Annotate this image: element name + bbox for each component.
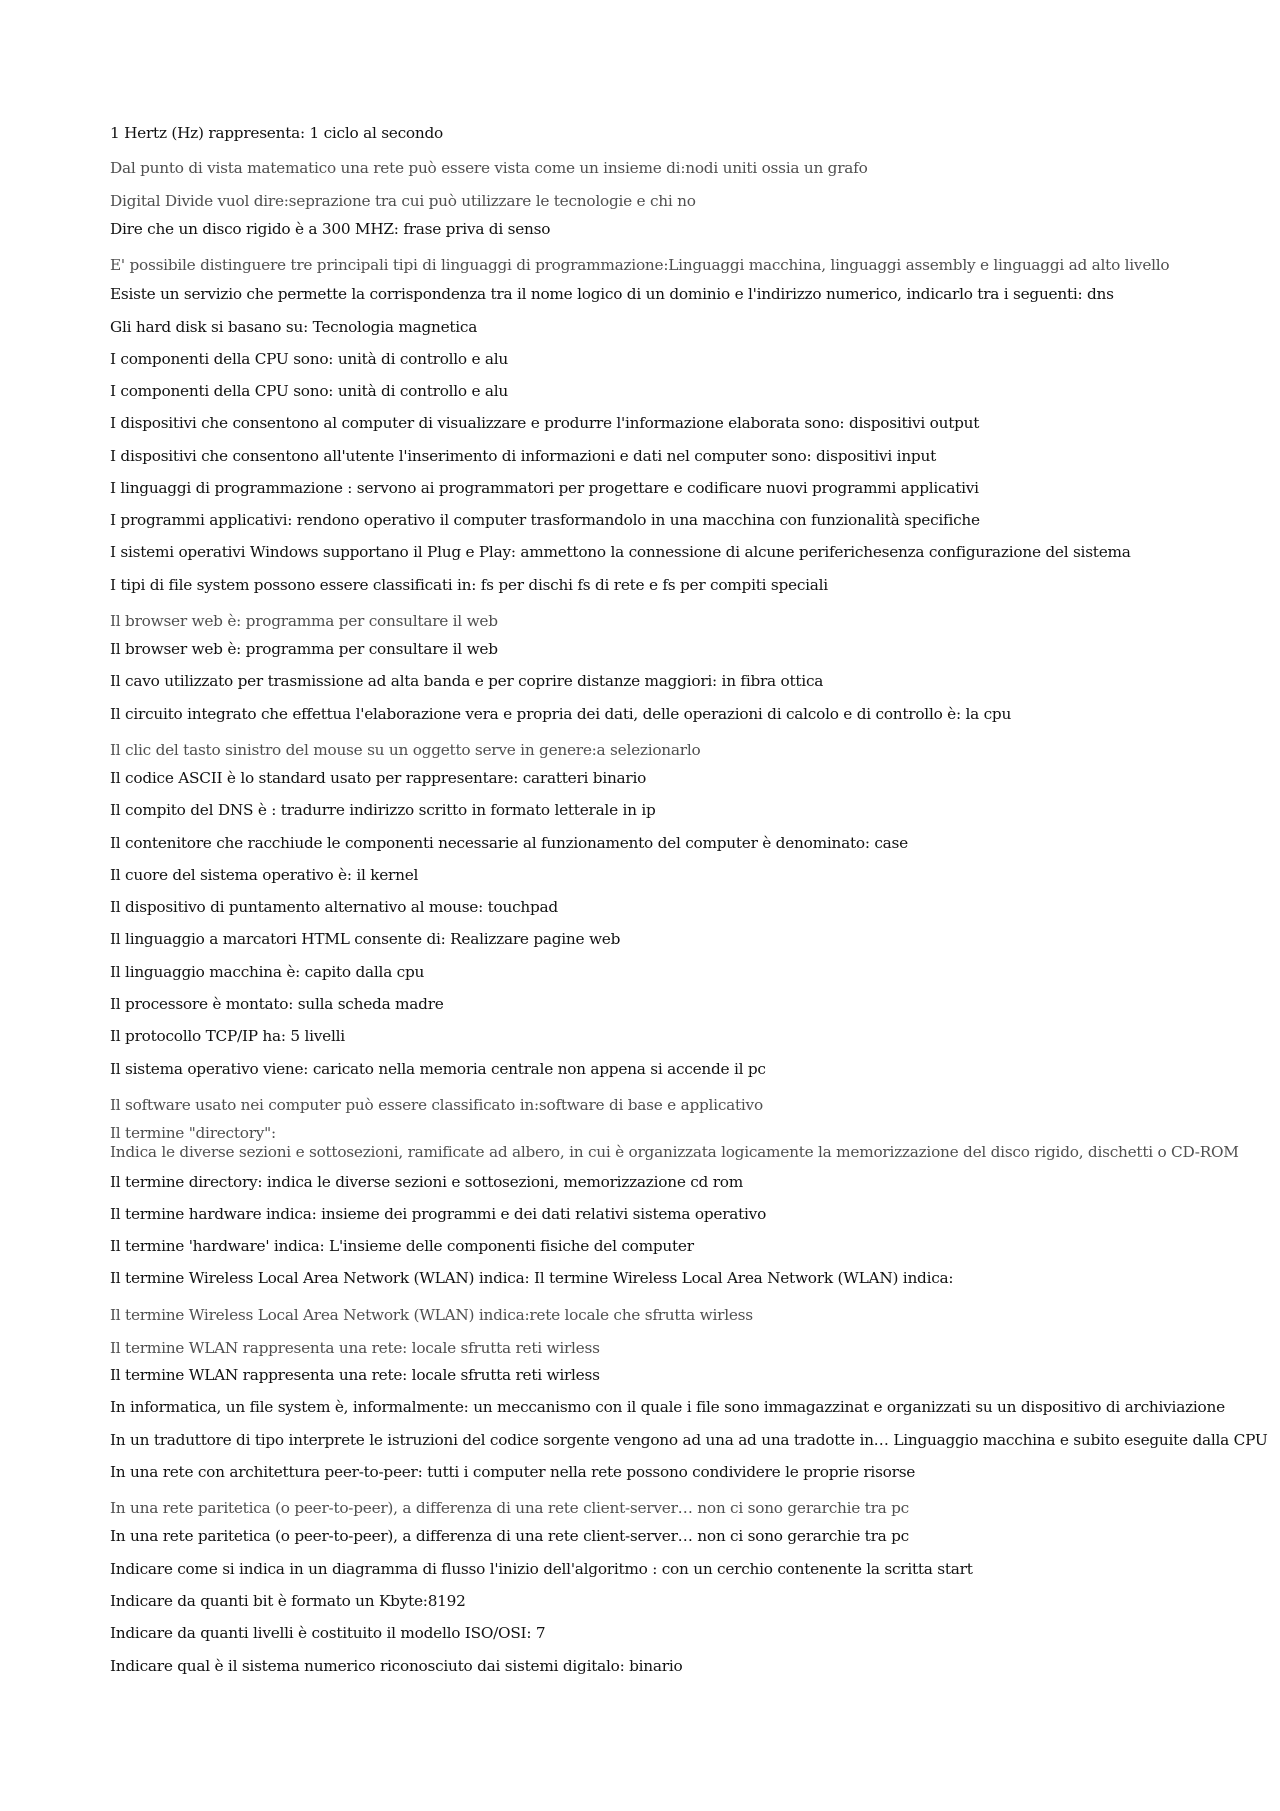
text-line: Il codice ASCII è lo standard usato per rappresentare: caratteri binario [110,769,647,787]
text-line: Dal punto di vista matematico una rete può essere vista come un insieme di:nodi uniti ossia un grafo [110,159,868,177]
text-line: Il contenitore che racchiude le componenti necessarie al funzionamento del computer è denominato: case [110,834,908,852]
text-line: Il termine hardware indica: insieme dei programmi e dei dati relativi sistema operativo [110,1205,767,1223]
text-line: I dispositivi che consentono al computer di visualizzare e produrre l'informazione elaborata sono: dispositivi output [110,414,980,432]
text-line: Gli hard disk si basano su: Tecnologia magnetica [110,318,478,336]
text-line: Il termine Wireless Local Area Network (WLAN) indica:rete locale che sfrutta wirless [110,1306,753,1324]
text-line: Il termine WLAN rappresenta una rete: locale sfrutta reti wirless [110,1339,600,1357]
text-line: In una rete paritetica (o peer-to-peer), a differenza di una rete client-server… non ci sono gerarchie tra pc [110,1527,909,1545]
text-line: In informatica, un file system è, informalmente: un meccanismo con il quale i file sono immagazzinat e organizzati su un dispositivo di archiviazione [110,1398,1225,1416]
text-line: Esiste un servizio che permette la corrispondenza tra il nome logico di un dominio e l'indirizzo numerico, indicarlo tra i seguenti: dns [110,285,1114,303]
text-line: Il software usato nei computer può essere classificato in:software di base e applicativo [110,1096,763,1114]
text-line: Il browser web è: programma per consultare il web [110,612,498,630]
text-line: Il termine Wireless Local Area Network (WLAN) indica: Il termine Wireless Local Area Network (WLAN) indica: [110,1269,954,1287]
text-line: In un traduttore di tipo interprete le istruzioni del codice sorgente vengono ad una ad una tradotte in… Linguaggio macchina e subito eseguite dalla CPU [110,1431,1268,1449]
text-line: Il linguaggio macchina è: capito dalla cpu [110,963,425,981]
text-line: I tipi di file system possono essere classificati in: fs per dischi fs di rete e fs per compiti speciali [110,576,828,594]
text-line: Il clic del tasto sinistro del mouse su un oggetto serve in genere:a selezionarlo [110,741,701,759]
text-line: Il processore è montato: sulla scheda madre [110,995,444,1013]
text-line: 1 Hertz (Hz) rappresenta: 1 ciclo al secondo [110,124,443,142]
text-line: Indicare qual è il sistema numerico riconosciuto dai sistemi digitalo: binario [110,1657,683,1675]
text-line: I componenti della CPU sono: unità di controllo e alu [110,382,509,400]
text-line: Digital Divide vuol dire:seprazione tra cui può utilizzare le tecnologie e chi no [110,192,696,210]
text-line: I linguaggi di programmazione : servono ai programmatori per progettare e codificare nuovi programmi applicativi [110,479,979,497]
text-line: Il compito del DNS è : tradurre indirizzo scritto in formato letterale in ip [110,801,656,819]
text-line: Il dispositivo di puntamento alternativo al mouse: touchpad [110,898,558,916]
text-line: In una rete con architettura peer-to-peer: tutti i computer nella rete possono condividere le proprie risorse [110,1463,916,1481]
text-line: I componenti della CPU sono: unità di controllo e alu [110,350,509,368]
text-line: I programmi applicativi: rendono operativo il computer trasformandolo in una macchina con funzionalità specifiche [110,511,980,529]
text-line: Dire che un disco rigido è a 300 MHZ: frase priva di senso [110,220,551,238]
text-line: Il termine "directory": [110,1124,276,1142]
text-line: Indica le diverse sezioni e sottosezioni, ramificate ad albero, in cui è organizzata logicamente la memorizzazione del disco rigido, dischetti o CD-ROM [110,1143,1239,1161]
text-line: Indicare da quanti livelli è costituito il modello ISO/OSI: 7 [110,1624,546,1642]
text-line: Il termine 'hardware' indica: L'insieme delle componenti fisiche del computer [110,1237,694,1255]
text-line: Il circuito integrato che effettua l'elaborazione vera e propria dei dati, delle operazioni di calcolo e di controllo è: la cpu [110,705,1012,723]
text-line: Il cavo utilizzato per trasmissione ad alta banda e per coprire distanze maggiori: in fibra ottica [110,672,824,690]
text-line: I sistemi operativi Windows supportano il Plug e Play: ammettono la connessione di alcune periferichesenza configurazione del sistema [110,543,1131,561]
text-line: I dispositivi che consentono all'utente l'inserimento di informazioni e dati nel computer sono: dispositivi input [110,447,936,465]
text-line: Indicare come si indica in un diagramma di flusso l'inizio dell'algoritmo : con un cerchio contenente la scritta start [110,1560,973,1578]
text-line: Il sistema operativo viene: caricato nella memoria centrale non appena si accende il pc [110,1060,766,1078]
text-line: In una rete paritetica (o peer-to-peer), a differenza di una rete client-server… non ci sono gerarchie tra pc [110,1499,909,1517]
text-line: Il protocollo TCP/IP ha: 5 livelli [110,1027,345,1045]
text-line: Il browser web è: programma per consultare il web [110,640,498,658]
text-line: Il linguaggio a marcatori HTML consente di: Realizzare pagine web [110,930,621,948]
text-line: E' possibile distinguere tre principali tipi di linguaggi di programmazione:Linguaggi macchina, linguaggi assembly e linguaggi ad alto livello [110,256,1170,274]
text-line: Il termine WLAN rappresenta una rete: locale sfrutta reti wirless [110,1366,600,1384]
text-line: Il cuore del sistema operativo è: il kernel [110,866,419,884]
text-line: Il termine directory: indica le diverse sezioni e sottosezioni, memorizzazione cd rom [110,1173,743,1191]
text-line: Indicare da quanti bit è formato un Kbyte:8192 [110,1592,466,1610]
